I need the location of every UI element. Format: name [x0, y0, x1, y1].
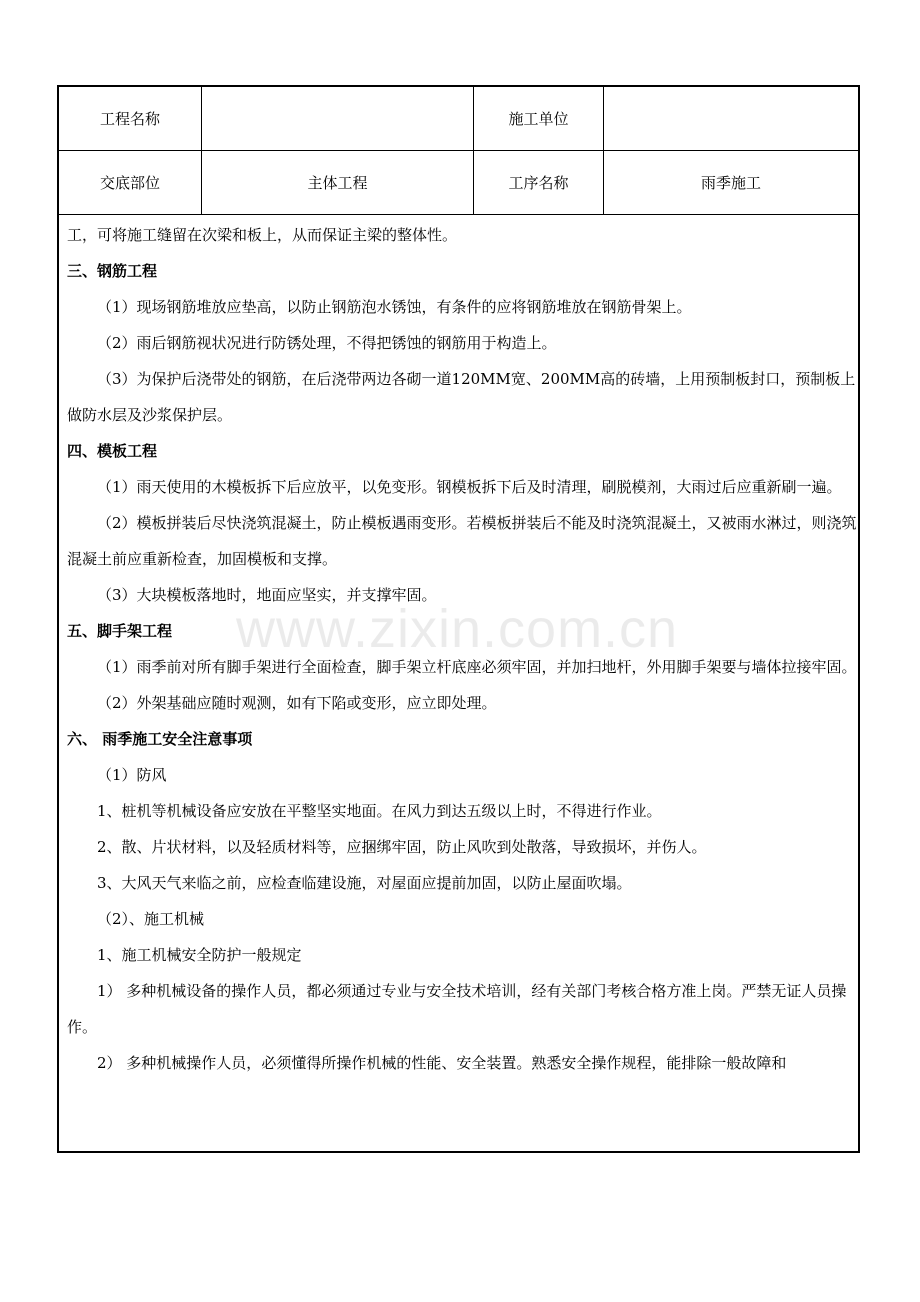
project-name-value — [202, 87, 474, 151]
handover-part-value: 主体工程 — [202, 151, 474, 215]
section-heading: 四、模板工程 — [67, 442, 158, 460]
paragraph: 1、桩机等机械设备应安放在平整坚实地面。在风力到达五级以上时，不得进行作业。 — [97, 802, 662, 820]
process-name-label: 工序名称 — [474, 151, 604, 215]
section-heading: 六、 雨季施工安全注意事项 — [67, 730, 253, 748]
header-row-1 — [59, 87, 858, 151]
paragraph: 2） 多种机械操作人员，必须懂得所操作机械的性能、安全装置。熟悉安全操作规程，能排除一般故障和 — [97, 1054, 787, 1072]
paragraph: （2）模板拼装后尽快浇筑混凝土，防止模板遇雨变形。若模板拼装后不能及时浇筑混凝土，又被雨水淋过，则浇筑混凝土前应重新检查，加固模板和支撑。 — [67, 514, 857, 568]
paragraph: 1） 多种机械设备的操作人员，都必须通过专业与安全技术培训，经有关部门考核合格方准上岗。严禁无证人员操作。 — [67, 982, 847, 1036]
paragraph: （2）、施工机械 — [97, 910, 205, 928]
paragraph: （2）外架基础应随时观测，如有下陷或变形，应立即处理。 — [97, 694, 497, 712]
header-table — [59, 87, 858, 215]
project-name-label: 工程名称 — [59, 87, 202, 151]
document-body — [67, 217, 857, 1081]
watermark: www.zixin.com.cn — [236, 599, 679, 659]
handover-part-label: 交底部位 — [59, 151, 202, 215]
process-name-value: 雨季施工 — [604, 151, 859, 215]
document-frame — [57, 85, 860, 1153]
header-row-2 — [59, 151, 858, 215]
paragraph: 工，可将施工缝留在次梁和板上，从而保证主梁的整体性。 — [67, 226, 458, 244]
section-heading: 三、钢筋工程 — [67, 262, 158, 280]
paragraph: （1）雨季前对所有脚手架进行全面检查，脚手架立杆底座必须牢固，并加扫地杆，外用脚手架要与墙体拉接牢固。 — [97, 658, 857, 676]
construction-unit-label: 施工单位 — [474, 87, 604, 151]
paragraph: 1、施工机械安全防护一般规定 — [97, 946, 302, 964]
paragraph: （3）大块模板落地时，地面应坚实，并支撑牢固。 — [97, 586, 437, 604]
paragraph: （1）现场钢筋堆放应垫高，以防止钢筋泡水锈蚀，有条件的应将钢筋堆放在钢筋骨架上。 — [97, 298, 692, 316]
paragraph: （1）防风 — [97, 766, 167, 784]
construction-unit-value — [604, 87, 859, 151]
paragraph: （2）雨后钢筋视状况进行防锈处理，不得把锈蚀的钢筋用于构造上。 — [97, 334, 557, 352]
paragraph: 3、大风天气来临之前，应检查临建设施，对屋面应提前加固，以防止屋面吹塌。 — [97, 874, 632, 892]
section-heading: 五、脚手架工程 — [67, 622, 173, 640]
paragraph: 2、散、片状材料，以及轻质材料等，应捆绑牢固，防止风吹到处散落，导致损坏，并伤人。 — [97, 838, 707, 856]
paragraph: （3）为保护后浇带处的钢筋，在后浇带两边各砌一道120MM宽、200MM高的砖墙，上用预制板封口，预制板上做防水层及沙浆保护层。 — [67, 370, 856, 424]
paragraph: （1）雨天使用的木模板拆下后应放平，以免变形。钢模板拆下后及时清理，刷脱模剂，大雨过后应重新刷一遍。 — [97, 478, 842, 496]
